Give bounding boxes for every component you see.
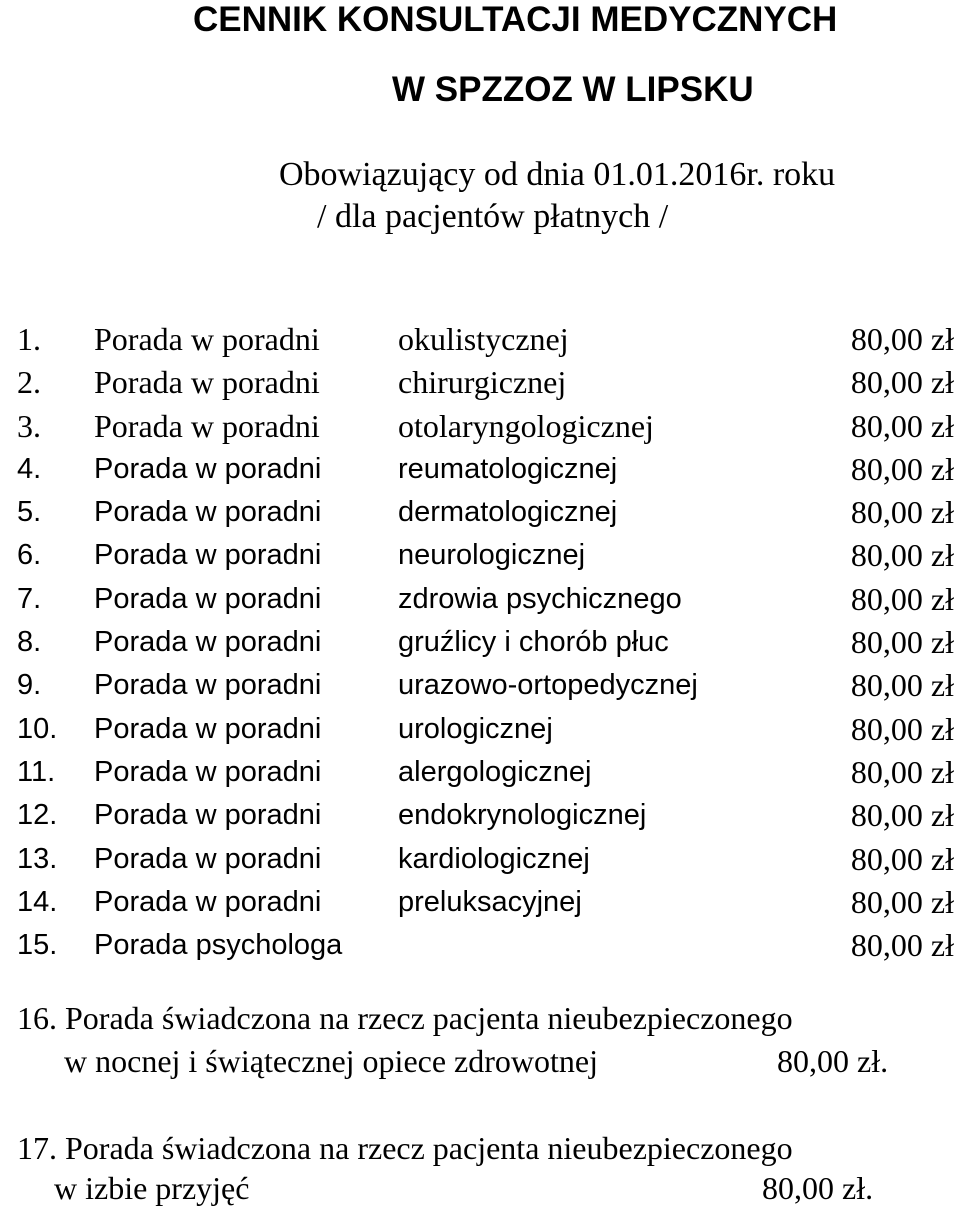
item16-line1: 16. Porada świadczona na rzecz pacjenta nieubezpieczonego <box>17 1000 793 1036</box>
item-specialty: gruźlicy i chorób płuc <box>398 626 669 659</box>
item-service: Porada w poradni <box>94 407 320 444</box>
price-list-row <box>0 491 960 534</box>
item-number: 12. <box>17 799 58 832</box>
item-service: Porada w poradni <box>94 539 322 572</box>
item-price: 80,00 zł <box>850 840 954 877</box>
item-specialty: reumatologicznej <box>398 452 618 485</box>
item-service: Porada w poradni <box>94 842 322 875</box>
item-price: 80,00 zł <box>850 364 954 401</box>
item-specialty: kardiologicznej <box>398 842 590 875</box>
price-list-row <box>0 664 960 707</box>
item-service: Porada w poradni <box>94 582 322 615</box>
item-price: 80,00 zł <box>850 537 954 574</box>
item17-line2: w izbie przyjęć <box>54 1170 250 1206</box>
item-service: Porada w poradni <box>94 712 322 745</box>
item16-price: 80,00 zł. <box>777 1043 889 1079</box>
item-price: 80,00 zł <box>850 753 954 790</box>
item-specialty: preluksacyjnej <box>398 885 582 918</box>
item-specialty: dermatologicznej <box>398 496 618 529</box>
item-service: Porada psychologa <box>94 929 343 962</box>
price-list-row <box>0 794 960 837</box>
item-service: Porada w poradni <box>94 626 322 659</box>
item-service: Porada w poradni <box>94 321 320 357</box>
price-list-row <box>0 881 960 924</box>
item-number: 5. <box>17 496 42 529</box>
item-price: 80,00 zł <box>850 494 954 531</box>
item-price: 80,00 zł <box>850 883 954 920</box>
item-number: 11. <box>17 755 56 788</box>
item-number: 7. <box>17 582 42 615</box>
item-service: Porada w poradni <box>94 669 322 702</box>
item-number: 1. <box>17 321 41 357</box>
item-service: Porada w poradni <box>94 364 320 401</box>
item-specialty: neurologicznej <box>398 539 586 572</box>
page-title-line1: CENNIK KONSULTACJI MEDYCZNYCH <box>193 0 838 39</box>
item-specialty: okulistycznej <box>398 321 569 357</box>
item-service: Porada w poradni <box>94 885 322 918</box>
item-number: 13. <box>17 842 58 875</box>
item-service: Porada w poradni <box>94 755 322 788</box>
price-list-row <box>0 708 960 751</box>
page-title-line2: W SPZZOZ W LIPSKU <box>392 70 754 109</box>
item-service: Porada w poradni <box>94 452 322 485</box>
item-price: 80,00 zł <box>850 797 954 834</box>
item-specialty: otolaryngologicznej <box>398 407 654 444</box>
item-price: 80,00 zł <box>850 927 954 964</box>
price-list-row <box>0 534 960 577</box>
price-list-row <box>0 405 960 448</box>
price-list <box>0 318 960 967</box>
audience-text: / dla pacjentów płatnych / <box>317 198 669 235</box>
item-price: 80,00 zł <box>850 580 954 617</box>
price-list-row <box>0 448 960 491</box>
item-specialty: urologicznej <box>398 712 553 745</box>
price-list-row <box>0 361 960 404</box>
item-specialty: endokrynologicznej <box>398 799 647 832</box>
item-price: 80,00 zł <box>850 321 954 357</box>
item-number: 3. <box>17 407 41 444</box>
item16-line2: w nocnej i świątecznej opiece zdrowotnej <box>64 1043 598 1079</box>
item-number: 9. <box>17 669 42 702</box>
item-specialty: urazowo-ortopedycznej <box>398 669 698 702</box>
price-list-row <box>0 621 960 664</box>
item-specialty: zdrowia psychicznego <box>398 582 682 615</box>
item-specialty: chirurgicznej <box>398 364 567 401</box>
item-price: 80,00 zł <box>850 407 954 444</box>
item-number: 4. <box>17 452 42 485</box>
item-price: 80,00 zł <box>850 624 954 661</box>
item-number: 8. <box>17 626 42 659</box>
price-list-row <box>0 318 960 361</box>
item-number: 15. <box>17 929 58 962</box>
item-service: Porada w poradni <box>94 799 322 832</box>
valid-from-text: Obowiązujący od dnia 01.01.2016r. roku <box>279 156 836 193</box>
price-list-row <box>0 838 960 881</box>
price-list-row <box>0 751 960 794</box>
item-number: 6. <box>17 539 42 572</box>
item17-line1: 17. Porada świadczona na rzecz pacjenta nieubezpieczonego <box>17 1130 793 1166</box>
item-number: 2. <box>17 364 41 401</box>
item-price: 80,00 zł <box>850 667 954 704</box>
price-list-row <box>0 578 960 621</box>
item17-price: 80,00 zł. <box>762 1170 874 1206</box>
item-service: Porada w poradni <box>94 496 322 529</box>
item-price: 80,00 zł <box>850 710 954 747</box>
item-number: 10. <box>17 712 58 745</box>
price-list-row <box>0 924 960 967</box>
item-specialty: alergologicznej <box>398 755 592 788</box>
item-price: 80,00 zł <box>850 450 954 487</box>
item-number: 14. <box>17 885 58 918</box>
